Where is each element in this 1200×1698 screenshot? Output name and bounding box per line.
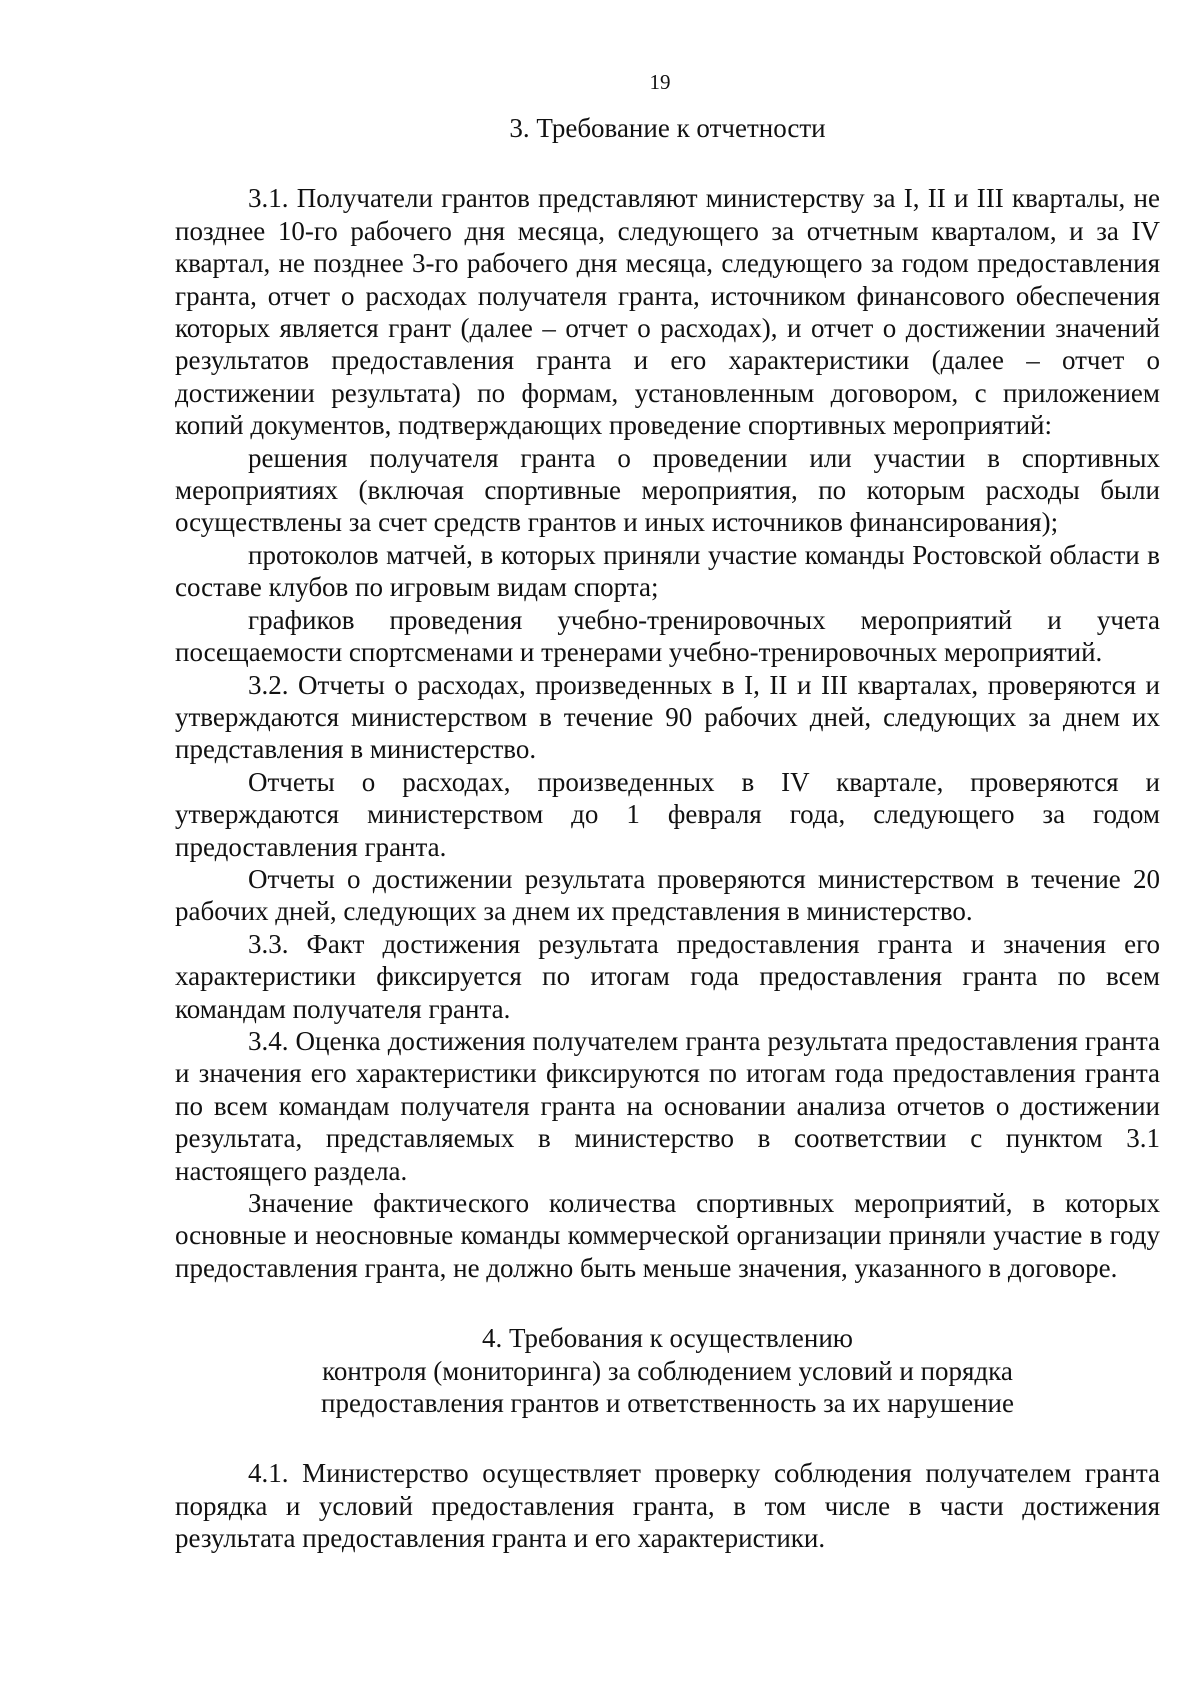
section-4-heading (175, 1322, 1160, 1419)
paragraph-3-1-schedules: графиков проведения учебно-тренировочных мероприятий и учета посещаемости спортсменами и тренерами учебно-тренировочных мероприятий. (175, 604, 1160, 668)
paragraph-3-1-protocols: протоколов матчей, в которых приняли участие команды Ростовской области в составе клубов по игровым видам спорта; (175, 539, 1160, 603)
paragraph-3-1-decisions: решения получателя гранта о проведении или участии в спортивных мероприятиях (включая спортивные мероприятия, по которым расходы были осуществлены за счет средств грантов и иных источников финансирования); (175, 442, 1160, 538)
paragraph-3-4: 3.4. Оценка достижения получателем гранта результата предоставления гранта и значения его характеристики фиксируются по итогам года предоставления гранта по всем командам получателя гранта на основании анализа отчетов о достижении результата, представляемых в министерство в соответствии с пунктом 3.1 настоящего раздела. (175, 1025, 1160, 1186)
paragraph-4-1: 4.1. Министерство осуществляет проверку соблюдения получателем гранта порядка и условий предоставления гранта, в том числе в части достижения результата предоставления гранта и его характеристики. (175, 1458, 1160, 1554)
paragraph-3-4-value: Значение фактического количества спортивных мероприятий, в которых основные и неосновные команды коммерческой организации приняли участие в году предоставления гранта, не должно быть меньше значения, указанного в договоре. (175, 1188, 1160, 1283)
section-3-heading-text: 3. Требование к отчетности (509, 113, 826, 143)
paragraph-3-2-q4: Отчеты о расходах, произведенных в IV квартале, проверяются и утверждаются министерством до 1 февраля года, следующего за годом предоставления гранта. (175, 766, 1160, 862)
page-number: 19 (649, 70, 671, 94)
section-4-heading-line-1: 4. Требования к осуществлению (482, 1323, 853, 1354)
section-4-heading-line-2: контроля (мониторинга) за соблюдением условий и порядка (322, 1355, 1013, 1386)
section-3-heading (175, 112, 1160, 144)
document-body (175, 112, 1160, 1555)
paragraph-3-3: 3.3. Факт достижения результата предоставления гранта и значения его характеристики фиксируется по итогам года предоставления гранта по всем командам получателя гранта. (175, 928, 1160, 1024)
paragraph-3-2: 3.2. Отчеты о расходах, произведенных в I, II и III кварталах, проверяются и утверждаются министерством в течение 90 рабочих дней, следующих за днем их представления в министерство. (175, 669, 1160, 765)
section-4-heading-line-3: предоставления грантов и ответственность за их нарушение (321, 1388, 1014, 1419)
paragraph-3-1: 3.1. Получатели грантов представляют министерству за I, II и III кварталы, не позднее 10-го рабочего дня месяца, следующего за отчетным кварталом, и за IV квартал, не позднее 3-го рабочего дня месяца, следующего за годом предоставления гранта, отчет о расходах получателя гранта, источником финансового обеспечения которых является грант (далее – отчет о расходах), и отчет о достижении значений результатов предоставления гранта и его характеристики (далее – отчет о достижении результата) по формам, установленным договором, с приложением копий документов, подтверждающих проведение спортивных мероприятий: (175, 183, 1160, 441)
paragraph-3-2-results: Отчеты о достижении результата проверяются министерством в течение 20 рабочих дней, следующих за днем их представления в министерство. (175, 863, 1160, 927)
